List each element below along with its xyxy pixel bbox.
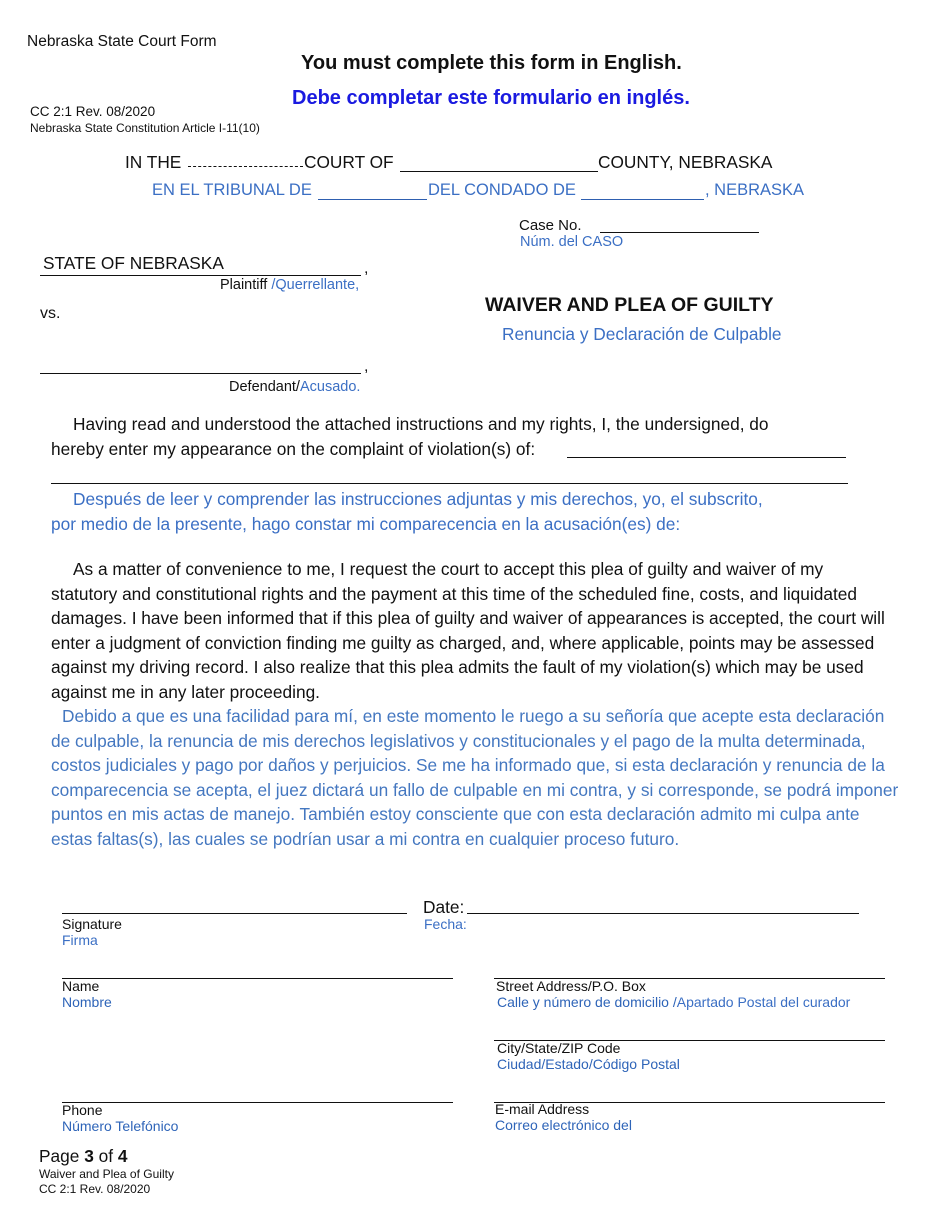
plea-paragraph-es [51,704,901,851]
form-source-label: Nebraska State Court Form [27,33,217,50]
city-state-zip-label-es: Ciudad/Estado/Código Postal [497,1056,680,1072]
form-title-es: Renuncia y Declaración de Culpable [502,324,782,344]
name-label-es: Nombre [62,994,112,1010]
plaintiff-field[interactable] [40,275,361,276]
defendant-comma: , [364,358,369,375]
name-field[interactable] [62,978,453,979]
plea-paragraph [51,557,891,704]
case-number-label: Case No. [519,217,582,234]
city-state-zip-label: City/State/ZIP Code [497,1040,621,1056]
court-type-field[interactable] [188,166,303,167]
county-nebraska-label: COUNTY, NEBRASKA [598,152,773,172]
signature-label-es: Firma [62,932,98,948]
page-number: 3 [84,1146,94,1166]
street-es-part-b: Apartado Postal del curador [676,994,851,1010]
in-the-label: IN THE [125,152,182,172]
email-label: E-mail Address [495,1101,590,1117]
defendant-label [229,379,360,395]
case-number-label-es: Núm. del CASO [520,234,624,250]
phone-label: Phone [62,1102,103,1118]
english-instruction: You must complete this form in English. [301,52,682,74]
es-tribunal-field[interactable] [318,199,427,200]
appearance-line-1: Having read and understood the attached instructions and my rights, I, the undersigned, do [73,414,769,434]
street-address-label-es [497,994,850,1010]
footer-form-number: CC 2:1 Rev. 08/2020 [39,1182,151,1196]
defendant-label-en: Defendant/ [229,379,300,395]
es-condado-field[interactable] [581,199,704,200]
spanish-instruction: Debe completar este formulario en inglés. [292,87,690,109]
defendant-label-es: Acusado. [299,379,361,395]
date-label-es: Fecha: [424,916,467,932]
plaintiff-label-es: /Querrellante, [271,277,360,293]
defendant-field[interactable] [40,373,361,374]
constitution-reference: Nebraska State Constitution Article I-11(10) [30,121,260,135]
signature-field[interactable] [62,913,407,914]
form-number: CC 2:1 Rev. 08/2020 [30,104,156,119]
plea-paragraph-text: As a matter of convenience to me, I request the court to accept this plea of guilty and waiver of my statutory and constitutional rights and the payment at this time of the scheduled fine, costs, and liquidated damages. I have been informed that if this plea of guilty and waiver of appearances is accepted, the court will enter a judgment of conviction finding me guilty as charged, and, where applicable, points may be assessed against my driving record. I also realize that this plea admits the fault of my violation(s) which may be used against me in any later proceeding. [51,559,885,702]
plaintiff-comma: , [364,260,369,277]
appearance-es-line-1: Después de leer y comprender las instrucciones adjuntas y mis derechos, yo, el subscrito, [73,489,763,509]
plaintiff-label-en: Plaintiff [220,277,268,293]
violation-field-1[interactable] [567,457,846,458]
plea-paragraph-es-text: Debido a que es una facilidad para mí, en este momento le ruego a su señoría que acepte esta declaración de culpable, la renuncia de mis derechos legislativos y constitucionales y el pago de la multa determinada, costos judiciales y pago por daños y perjuicios. Se me ha informado que, si esta declaración y renuncia de la comparecencia se acepta, el juez dictará un fallo de culpable en mi contra, y si corresponde, se podrá imponer puntos en mis actas de manejo. También estoy consciente que con esta declaración admito mi culpa ante estas faltas(s), las cuales se podrían usar a mi contra en cualquier proceso futuro. [51,706,899,849]
case-number-field[interactable] [600,232,759,233]
violation-field-2[interactable] [51,483,848,484]
footer-form-title: Waiver and Plea of Guilty [39,1167,174,1181]
date-field[interactable] [467,913,859,914]
name-label: Name [62,978,100,994]
court-county-field[interactable] [400,171,598,172]
appearance-line-2: hereby enter my appearance on the complaint of violation(s) of: [51,439,536,459]
es-condado-label: DEL CONDADO DE [428,181,576,199]
page-word: Page [39,1146,80,1166]
court-of-label: COURT OF [304,152,394,172]
es-nebraska-label: , NEBRASKA [705,181,805,199]
email-label-es: Correo electrónico del [495,1117,632,1133]
page-indicator [39,1146,127,1167]
plaintiff-name: STATE OF NEBRASKA [43,253,224,273]
street-address-label: Street Address/P.O. Box [496,978,646,994]
form-title: WAIVER AND PLEA OF GUILTY [485,294,774,316]
street-es-part-a: Calle y número de domicilio / [497,994,677,1010]
page-total: 4 [117,1146,128,1166]
signature-label: Signature [62,916,122,932]
date-label: Date: [423,897,465,917]
appearance-es-line-2: por medio de la presente, hago constar mi comparecencia en la acusación(es) de: [51,514,681,534]
phone-label-es: Número Telefónico [62,1118,179,1134]
phone-field[interactable] [62,1102,453,1103]
of-word: of [98,1146,114,1166]
plaintiff-label [220,277,359,293]
versus-label: vs. [40,305,61,322]
es-tribunal-label: EN EL TRIBUNAL DE [152,181,312,199]
